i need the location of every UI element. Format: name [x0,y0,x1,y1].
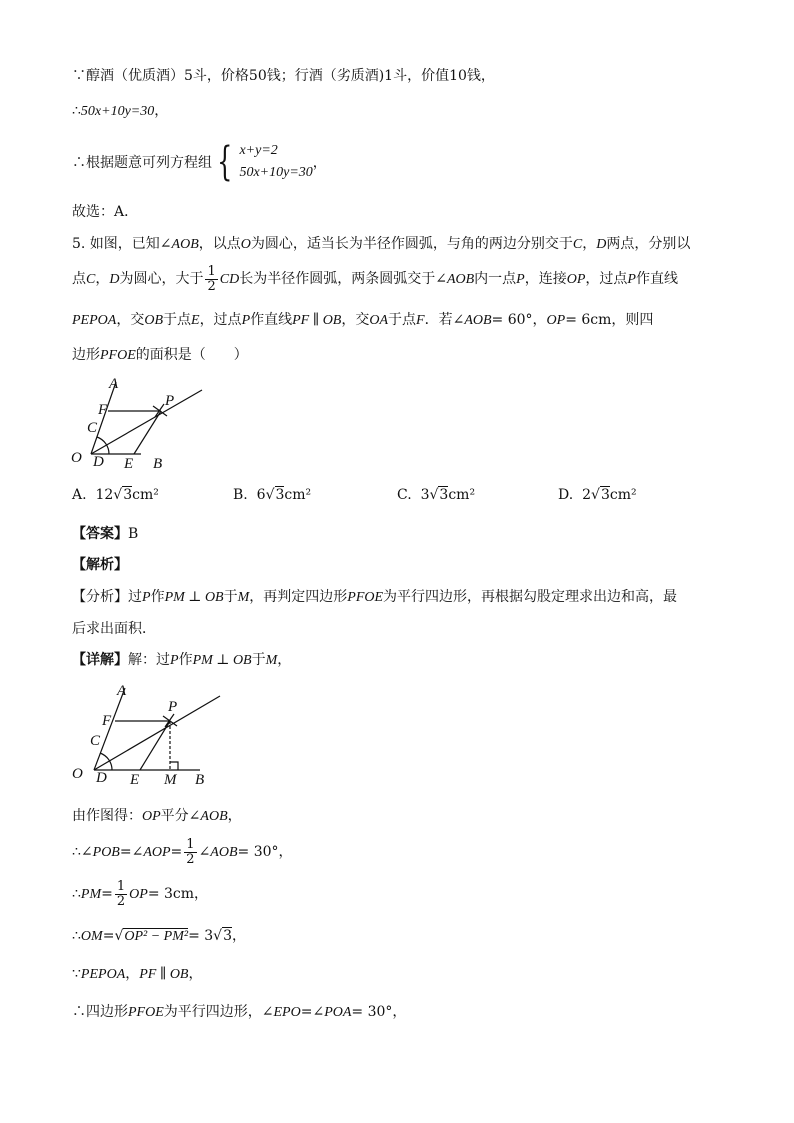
step-text: ， [125,966,140,982]
step-line-6 [72,1002,406,1023]
q-text: ．若∠ [424,312,465,328]
analysis-text: ，再判定四边形 [249,589,348,605]
step-text: ， [227,808,242,824]
q-math: OP [546,313,566,328]
q-text: ， [582,236,597,252]
ray-oa [94,688,125,770]
step-text: = [102,928,115,944]
fraction-denominator: 2 [207,278,216,294]
q-text: 5. 如图，已知∠ [72,236,172,252]
fraction-denominator: 2 [186,851,195,867]
step-math: EPO [273,1005,301,1020]
q-text: 内一点 [474,271,517,287]
q-text: 两点，分别以 [606,236,691,252]
step-radicand: OP² − PM² [124,929,189,944]
system-equations [239,140,312,184]
geometry-figure-1 [60,372,220,476]
analysis-math: M [237,590,250,605]
q-text: ，过点 [585,271,628,287]
step-math: POB [92,845,120,860]
step-radicand: 3 [223,928,233,944]
detail-label: 【详解】 [72,652,128,668]
q-text: ，交 [341,312,370,328]
detail-math: PM ⊥ OB [192,653,252,668]
comma: ， [312,155,327,171]
q-text: 于点 [163,312,191,328]
step-text: = [101,886,113,902]
label-f: F [98,402,108,418]
equation-1: 50x+10y=30 [80,104,155,119]
q-text: 的面积是（ ） [135,347,248,363]
fraction-one-half [205,265,217,294]
q-math: E [191,313,200,328]
text-line-2 [72,101,168,122]
system-intro-text: ∴根据题意可列方程组 [72,155,212,171]
arc-cd [97,437,109,454]
sqrt-sign: √ [429,487,439,503]
system-eq-1: x+y=2 [239,143,278,158]
q-text: 为圆心，适当长为半径作圆弧，与角的两边分别交于 [250,236,573,252]
detail-text: 作 [178,652,193,668]
question-5-line-1 [72,234,690,255]
analysis-math: PM ⊥ OB [164,590,224,605]
step-text: 由作图得： [72,808,142,824]
label-o: O [72,766,83,782]
detail-text: 于 [251,652,266,668]
option-c-radicand: 3 [439,487,449,503]
sqrt-sign: √ [213,928,223,944]
sqrt-sign: √ [591,487,600,503]
option-d-radicand: 3 [600,487,610,503]
comma: ， [154,103,169,119]
option-b[interactable] [233,487,311,503]
step-line-1 [72,806,242,827]
q-math: F [416,313,425,328]
step-text: ∴ [72,886,81,902]
fraction-denominator: 2 [116,893,126,909]
question-5-line-2 [72,264,678,295]
q-text: 边形 [72,347,100,363]
detail-text: 解：过 [128,652,170,668]
q-text: 点 [72,271,86,287]
answer-line [72,524,138,544]
q-text: ，过点 [199,312,242,328]
step-text: = [170,844,183,860]
option-b-coef: 6 [256,487,266,503]
step-text: ∴ [72,928,81,944]
fraction-numerator: 1 [207,263,216,279]
line-1-text: ∵醇酒（优质酒）5斗，价格50钱；行酒（劣质酒)1斗，价值10钱， [72,68,495,84]
step-math: OP [142,809,161,824]
analysis-line-1 [72,587,677,608]
geometry-figure-2 [60,678,230,792]
option-d-coef: 2 [582,487,592,503]
label-d: D [96,770,107,786]
q-math: OB [144,313,163,328]
step-text: ， [188,966,203,982]
label-e: E [130,772,140,788]
option-a-coef: 12 [95,487,114,503]
option-a-label: A. [72,487,87,503]
q-text: = 60°， [491,312,547,328]
q-text: ，交 [116,312,145,328]
option-c-unit: cm² [448,487,476,503]
option-d-unit: cm² [609,487,637,503]
q-math: PF ∥ OB [292,313,342,328]
step-math: PF ∥ OB [139,967,189,982]
fraction-numerator: 1 [186,836,195,852]
option-b-radicand: 3 [275,487,285,503]
label-p: P [168,699,178,715]
q-math: POA [89,313,117,328]
q-math: PFOE [100,348,136,363]
choose-a-text: 故选：A． [72,204,139,220]
equation-system-line [72,140,327,184]
step-text: =∠ [119,844,144,860]
label-d: D [93,454,104,470]
detail-text: ， [277,652,292,668]
question-5-line-4 [72,345,248,366]
ray-oa [91,382,116,454]
q-math: O [240,237,251,252]
step-text: 平分∠ [160,808,201,824]
step-text: = 30°， [351,1004,407,1020]
step-line-5 [72,964,202,985]
q-math: CD [219,272,240,287]
text-line-4 [72,202,138,222]
analysis-math: PFOE [347,590,384,605]
detail-math: P [170,653,179,668]
option-b-label: B. [233,487,248,503]
therefore-symbol: ∴ [72,103,81,119]
q-math: AOB [464,313,492,328]
fraction-one-half [184,838,196,867]
q-math: OP [566,272,586,287]
q-text: ， [95,271,110,287]
label-o: O [71,450,82,466]
step-math: OP [129,887,148,902]
q-math: AOB [446,272,475,287]
step-text: = 3 [188,928,214,944]
system-eq-2: 50x+10y=30 [239,165,313,180]
answer-label: 【答案】 [72,526,128,542]
fraction-one-half [115,880,127,909]
q-math: PE [72,313,90,328]
option-a-unit: cm² [132,487,159,503]
q-math: C [572,237,583,252]
analysis-text: 作 [150,589,165,605]
label-e: E [124,456,134,472]
label-f: F [102,713,112,729]
ray-op [94,696,220,770]
step-line-3 [72,876,208,913]
q-math: AOB [171,237,199,252]
step-math: POA [324,1005,352,1020]
label-a: A [109,376,119,392]
analysis-header-line [72,555,128,575]
step-line-2 [72,834,293,871]
q-math: C [86,272,96,287]
question-5-line-3 [72,310,653,331]
q-text: 长为半径作圆弧，两条圆弧交于∠ [239,271,447,287]
detail-line [72,650,291,671]
step-text: ， [232,928,247,944]
label-b: B [153,456,163,472]
q-text: ，连接 [524,271,567,287]
option-c-coef: 3 [420,487,430,503]
step-math: AOB [200,809,228,824]
label-b: B [195,772,205,788]
arc-cd [100,753,112,770]
step-math: AOB [210,845,238,860]
option-a-radicand: 3 [123,487,133,503]
analysis-line-2 [72,619,156,639]
q-text: 作直线 [635,271,678,287]
step-text: 为平行四边形，∠ [163,1004,274,1020]
label-c: C [87,420,98,436]
detail-math: M [265,653,278,668]
option-a[interactable] [72,487,159,503]
step-math: PE [80,967,99,982]
right-angle-mark [170,762,178,770]
step-math: OM [80,929,103,944]
equation-system [212,140,313,184]
option-d-label: D. [558,487,574,503]
line-pe [134,411,161,454]
text-line-1 [72,66,495,86]
analysis-header: 【解析】 [72,557,128,573]
label-a: A [117,683,127,699]
option-b-unit: cm² [284,487,312,503]
q-math: D [596,237,607,252]
analysis-text: 于 [223,589,238,605]
label-c: C [90,733,101,749]
option-c[interactable] [397,487,475,503]
step-math: PM [80,887,102,902]
label-p: P [165,393,175,409]
answer-value: B [128,526,139,542]
q-math: P [627,272,636,287]
step-text: ∴四边形 [72,1004,128,1020]
label-m: M [164,772,177,788]
step-math: POA [98,967,126,982]
step-text: ∠ [198,844,211,860]
fraction-numerator: 1 [116,878,126,894]
q-text: = 6cm，则四 [565,312,654,328]
sqrt-sign: √ [114,928,124,944]
q-text: 于点 [388,312,417,328]
left-brace: { [217,139,233,185]
step-line-4 [72,926,246,947]
analysis-text: 后求出面积． [72,621,156,637]
step-text: =∠ [300,1004,325,1020]
q-text: ，以点 [198,236,241,252]
step-text: = 30°， [237,844,293,860]
step-text: = 3cm， [147,886,209,902]
q-math: D [109,272,120,287]
sqrt-sign: √ [113,487,123,503]
q-text: 作直线 [250,312,293,328]
option-c-label: C. [397,487,412,503]
q-math: OA [369,313,389,328]
step-math: AOP [143,845,171,860]
option-d[interactable] [558,487,637,503]
q-text: 为圆心，大于 [119,271,204,287]
ray-op [91,390,202,454]
q-math: P [241,313,251,328]
step-text: ∴∠ [72,844,93,860]
analysis-math: P [142,590,151,605]
q-math: P [516,272,525,287]
sqrt-sign: √ [265,487,275,503]
analysis-text: 【分析】过 [72,589,142,605]
analysis-text: 为平行四边形，再根据勾股定理求出边和高，最 [383,589,678,605]
step-math: PFOE [128,1005,164,1020]
line-pe [140,721,170,770]
step-text: ∵ [72,966,81,982]
